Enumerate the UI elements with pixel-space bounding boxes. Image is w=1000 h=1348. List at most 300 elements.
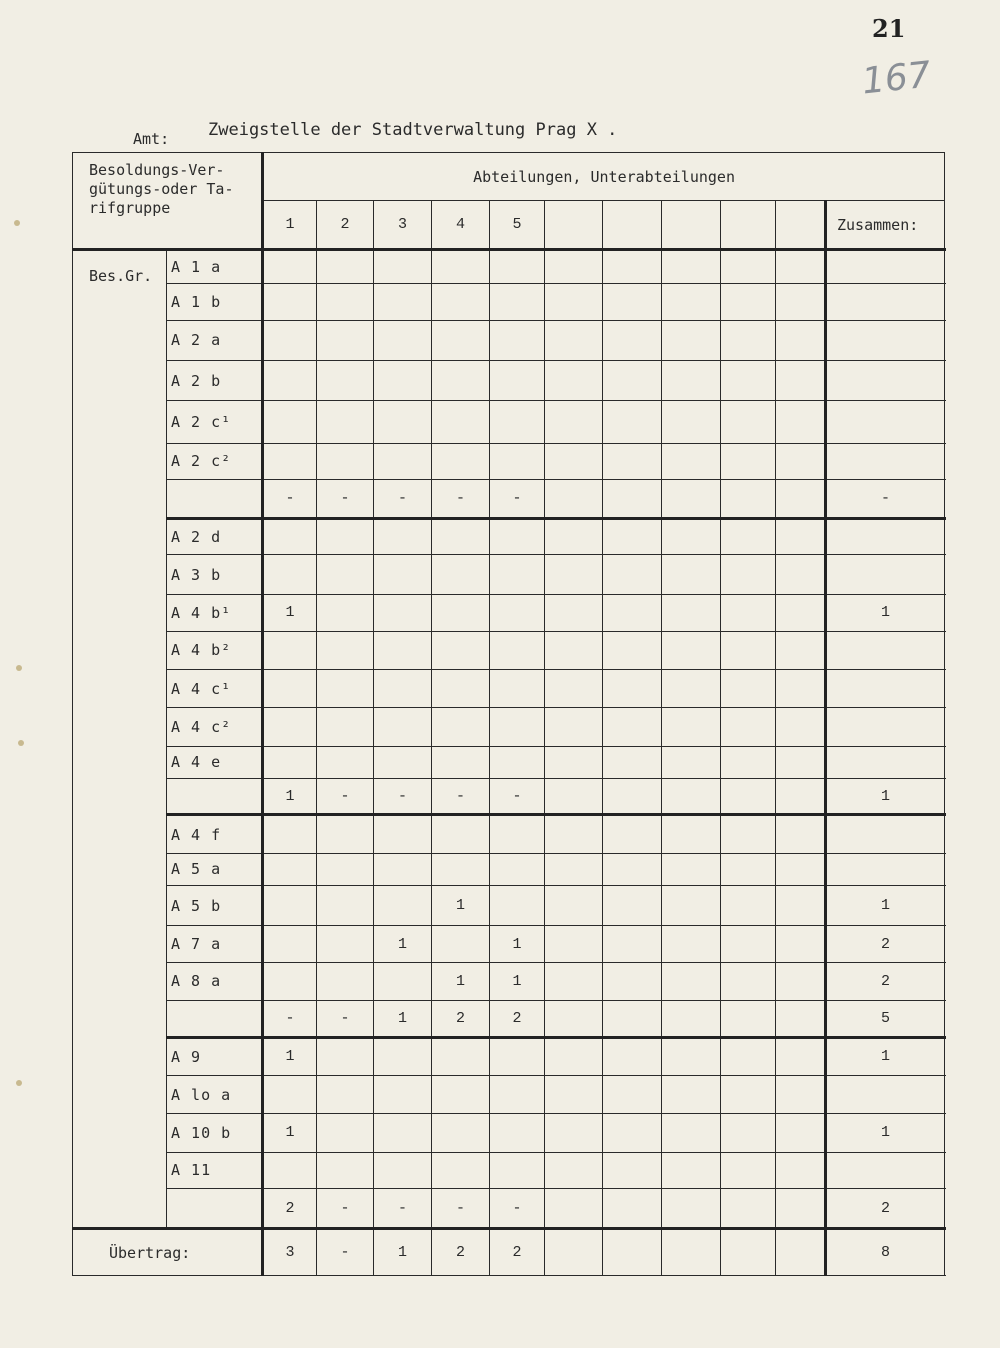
- value-cell: [721, 1114, 776, 1152]
- value-cell: [317, 962, 374, 1000]
- value-cell: [662, 1001, 721, 1037]
- row-total: 1: [826, 886, 945, 926]
- value-cell: [776, 595, 826, 631]
- value-cell: [545, 518, 603, 554]
- value-cell: [662, 443, 721, 479]
- value-cell: [776, 746, 826, 778]
- department-number: [776, 201, 826, 249]
- value-cell: -: [317, 1001, 374, 1037]
- value-cell: [263, 249, 317, 283]
- value-cell: [721, 631, 776, 669]
- value-cell: [432, 361, 490, 401]
- uebertrag-value: [603, 1229, 662, 1276]
- value-cell: [721, 815, 776, 853]
- value-cell: [490, 631, 545, 669]
- value-cell: [374, 595, 432, 631]
- value-cell: [432, 320, 490, 360]
- value-cell: 2: [263, 1188, 317, 1228]
- value-cell: 1: [263, 779, 317, 815]
- value-cell: [490, 361, 545, 401]
- value-cell: [545, 595, 603, 631]
- value-cell: [317, 669, 374, 707]
- row-total: [826, 815, 945, 853]
- value-cell: [490, 853, 545, 885]
- value-cell: [490, 1037, 545, 1075]
- group-label: A 2 b: [167, 361, 263, 401]
- value-cell: [603, 1037, 662, 1075]
- uebertrag-label: Übertrag:: [73, 1229, 263, 1276]
- value-cell: [662, 284, 721, 320]
- value-cell: [776, 518, 826, 554]
- value-cell: [490, 443, 545, 479]
- value-cell: [432, 708, 490, 746]
- value-cell: [374, 320, 432, 360]
- value-cell: [432, 1114, 490, 1152]
- value-cell: [263, 853, 317, 885]
- value-cell: [662, 815, 721, 853]
- value-cell: [317, 886, 374, 926]
- value-cell: [545, 249, 603, 283]
- value-cell: [374, 284, 432, 320]
- value-cell: -: [263, 1001, 317, 1037]
- group-label: A 1 a: [167, 249, 263, 283]
- value-cell: [776, 1114, 826, 1152]
- value-cell: [490, 746, 545, 778]
- value-cell: [490, 708, 545, 746]
- value-cell: [776, 815, 826, 853]
- value-cell: [721, 708, 776, 746]
- value-cell: [317, 554, 374, 594]
- value-cell: [545, 746, 603, 778]
- amt-label: Amt:: [133, 130, 170, 148]
- value-cell: [374, 1037, 432, 1075]
- value-cell: [374, 962, 432, 1000]
- value-cell: [603, 595, 662, 631]
- value-cell: [545, 1001, 603, 1037]
- department-number: [721, 201, 776, 249]
- uebertrag-value: [662, 1229, 721, 1276]
- value-cell: [432, 1037, 490, 1075]
- row-total: [826, 361, 945, 401]
- row-total: [826, 708, 945, 746]
- group-label: A 8 a: [167, 962, 263, 1000]
- value-cell: [374, 1152, 432, 1188]
- value-cell: [263, 746, 317, 778]
- subtotal-total: 1: [826, 779, 945, 815]
- value-cell: [317, 708, 374, 746]
- department-number: 1: [263, 201, 317, 249]
- value-cell: [721, 926, 776, 962]
- value-cell: [721, 746, 776, 778]
- value-cell: [545, 815, 603, 853]
- group-label: A 9: [167, 1037, 263, 1075]
- value-cell: [317, 443, 374, 479]
- value-cell: [374, 669, 432, 707]
- value-cell: [545, 1075, 603, 1113]
- value-cell: [603, 962, 662, 1000]
- value-cell: [490, 401, 545, 443]
- value-cell: [545, 708, 603, 746]
- value-cell: [662, 361, 721, 401]
- value-cell: [490, 1075, 545, 1113]
- value-cell: 2: [432, 1001, 490, 1037]
- value-cell: [721, 962, 776, 1000]
- value-cell: [603, 631, 662, 669]
- value-cell: [776, 1037, 826, 1075]
- value-cell: [263, 631, 317, 669]
- value-cell: [662, 595, 721, 631]
- value-cell: 1: [374, 1001, 432, 1037]
- amt-value: Zweigstelle der Stadtverwaltung Prag X .: [208, 120, 618, 140]
- value-cell: [490, 595, 545, 631]
- value-cell: [490, 815, 545, 853]
- value-cell: [374, 815, 432, 853]
- value-cell: 1: [374, 926, 432, 962]
- value-cell: [432, 249, 490, 283]
- value-cell: [545, 926, 603, 962]
- value-cell: [776, 708, 826, 746]
- value-cell: [545, 779, 603, 815]
- value-cell: [545, 886, 603, 926]
- row-total: [826, 853, 945, 885]
- department-number: 3: [374, 201, 432, 249]
- value-cell: [263, 518, 317, 554]
- value-cell: [317, 1075, 374, 1113]
- value-cell: [662, 1075, 721, 1113]
- value-cell: [603, 779, 662, 815]
- value-cell: [603, 443, 662, 479]
- group-label: A 4 e: [167, 746, 263, 778]
- value-cell: [374, 518, 432, 554]
- value-cell: [603, 320, 662, 360]
- group-label: A lo a: [167, 1075, 263, 1113]
- value-cell: [490, 1114, 545, 1152]
- value-cell: [432, 631, 490, 669]
- uebertrag-value: -: [317, 1229, 374, 1276]
- value-cell: [545, 669, 603, 707]
- row-total: [826, 320, 945, 360]
- value-cell: [432, 554, 490, 594]
- value-cell: [603, 401, 662, 443]
- value-cell: [545, 361, 603, 401]
- uebertrag-value: 2: [490, 1229, 545, 1276]
- value-cell: [263, 926, 317, 962]
- value-cell: [776, 1152, 826, 1188]
- value-cell: [721, 480, 776, 518]
- value-cell: [545, 401, 603, 443]
- subtotal-total: 5: [826, 1001, 945, 1037]
- value-cell: [317, 518, 374, 554]
- value-cell: [721, 518, 776, 554]
- value-cell: [721, 361, 776, 401]
- value-cell: [721, 1037, 776, 1075]
- value-cell: [263, 962, 317, 1000]
- value-cell: [603, 1188, 662, 1228]
- value-cell: [721, 1001, 776, 1037]
- value-cell: [374, 853, 432, 885]
- value-cell: [317, 320, 374, 360]
- value-cell: -: [374, 1188, 432, 1228]
- value-cell: [776, 480, 826, 518]
- value-cell: [662, 1037, 721, 1075]
- value-cell: [317, 815, 374, 853]
- group-label: A 10 b: [167, 1114, 263, 1152]
- value-cell: [776, 1188, 826, 1228]
- value-cell: 1: [432, 886, 490, 926]
- value-cell: [374, 1114, 432, 1152]
- value-cell: [721, 401, 776, 443]
- value-cell: [545, 1188, 603, 1228]
- value-cell: [721, 249, 776, 283]
- department-number: [662, 201, 721, 249]
- value-cell: [432, 853, 490, 885]
- value-cell: [432, 518, 490, 554]
- value-cell: [662, 480, 721, 518]
- value-cell: [603, 1152, 662, 1188]
- row-total: 1: [826, 595, 945, 631]
- value-cell: [374, 443, 432, 479]
- value-cell: [545, 320, 603, 360]
- value-cell: [603, 926, 662, 962]
- value-cell: [662, 518, 721, 554]
- value-cell: [662, 962, 721, 1000]
- value-cell: [545, 480, 603, 518]
- value-cell: [721, 1152, 776, 1188]
- value-cell: [545, 284, 603, 320]
- row-total: [826, 443, 945, 479]
- value-cell: [721, 779, 776, 815]
- group-label: A 4 b¹: [167, 595, 263, 631]
- value-cell: [317, 746, 374, 778]
- total-header: Zusammen:: [826, 201, 945, 249]
- value-cell: [603, 518, 662, 554]
- value-cell: [662, 631, 721, 669]
- group-header: Besoldungs-Ver- gütungs-oder Ta- rifgruppe: [73, 153, 263, 250]
- value-cell: [545, 962, 603, 1000]
- value-cell: [662, 779, 721, 815]
- value-cell: [603, 1114, 662, 1152]
- value-cell: [721, 595, 776, 631]
- value-cell: [662, 249, 721, 283]
- value-cell: [603, 1001, 662, 1037]
- group-label: A 2 c²: [167, 443, 263, 479]
- value-cell: [662, 401, 721, 443]
- row-total: 2: [826, 926, 945, 962]
- value-cell: [662, 853, 721, 885]
- staff-table: [72, 152, 945, 1276]
- subtotal-total: -: [826, 480, 945, 518]
- group-label: A 3 b: [167, 554, 263, 594]
- row-total: [826, 249, 945, 283]
- value-cell: [490, 1152, 545, 1188]
- value-cell: [432, 1152, 490, 1188]
- value-cell: [317, 631, 374, 669]
- value-cell: [721, 320, 776, 360]
- value-cell: [776, 249, 826, 283]
- value-cell: [776, 320, 826, 360]
- value-cell: 1: [263, 1037, 317, 1075]
- value-cell: [374, 886, 432, 926]
- group-label: A 2 c¹: [167, 401, 263, 443]
- value-cell: [603, 1075, 662, 1113]
- group-label: A 2 a: [167, 320, 263, 360]
- value-cell: [490, 669, 545, 707]
- value-cell: [776, 1075, 826, 1113]
- value-cell: [776, 361, 826, 401]
- value-cell: [545, 554, 603, 594]
- value-cell: [662, 1152, 721, 1188]
- value-cell: -: [374, 779, 432, 815]
- value-cell: [374, 746, 432, 778]
- value-cell: [490, 518, 545, 554]
- value-cell: [721, 1075, 776, 1113]
- value-cell: [545, 853, 603, 885]
- value-cell: [662, 554, 721, 594]
- page-number: 21: [872, 14, 906, 43]
- department-number: 5: [490, 201, 545, 249]
- value-cell: [545, 631, 603, 669]
- value-cell: [662, 669, 721, 707]
- value-cell: [263, 284, 317, 320]
- uebertrag-value: [721, 1229, 776, 1276]
- value-cell: [721, 669, 776, 707]
- value-cell: -: [432, 1188, 490, 1228]
- subtotal-label: [167, 1188, 263, 1228]
- uebertrag-value: 3: [263, 1229, 317, 1276]
- group-label: A 4 b²: [167, 631, 263, 669]
- value-cell: [721, 853, 776, 885]
- value-cell: [662, 320, 721, 360]
- value-cell: -: [432, 779, 490, 815]
- value-cell: [263, 815, 317, 853]
- group-label: A 2 d: [167, 518, 263, 554]
- value-cell: [374, 554, 432, 594]
- row-total: 1: [826, 1114, 945, 1152]
- departments-header: Abteilungen, Unterabteilungen: [263, 153, 945, 201]
- value-cell: [317, 1114, 374, 1152]
- value-cell: -: [317, 779, 374, 815]
- value-cell: [662, 1114, 721, 1152]
- subtotal-total: 2: [826, 1188, 945, 1228]
- value-cell: [603, 361, 662, 401]
- value-cell: [263, 320, 317, 360]
- value-cell: 1: [490, 926, 545, 962]
- value-cell: [263, 554, 317, 594]
- value-cell: -: [374, 480, 432, 518]
- value-cell: 1: [490, 962, 545, 1000]
- value-cell: -: [490, 480, 545, 518]
- value-cell: [603, 746, 662, 778]
- value-cell: [263, 1075, 317, 1113]
- archive-number: 167: [860, 54, 933, 103]
- row-total: 2: [826, 962, 945, 1000]
- value-cell: [317, 926, 374, 962]
- value-cell: [263, 361, 317, 401]
- value-cell: [603, 708, 662, 746]
- value-cell: [721, 1188, 776, 1228]
- value-cell: -: [490, 779, 545, 815]
- value-cell: [374, 361, 432, 401]
- value-cell: [263, 669, 317, 707]
- value-cell: [374, 401, 432, 443]
- value-cell: [263, 886, 317, 926]
- subtotal-label: [167, 1001, 263, 1037]
- uebertrag-value: 2: [432, 1229, 490, 1276]
- value-cell: [721, 443, 776, 479]
- value-cell: -: [317, 480, 374, 518]
- value-cell: 2: [490, 1001, 545, 1037]
- value-cell: [776, 401, 826, 443]
- value-cell: [490, 249, 545, 283]
- value-cell: -: [263, 480, 317, 518]
- value-cell: [662, 926, 721, 962]
- value-cell: [603, 554, 662, 594]
- value-cell: 1: [263, 595, 317, 631]
- row-total: [826, 401, 945, 443]
- group-label: A 4 c²: [167, 708, 263, 746]
- value-cell: [603, 853, 662, 885]
- value-cell: [490, 320, 545, 360]
- value-cell: [263, 708, 317, 746]
- value-cell: [432, 926, 490, 962]
- besgr-label: Bes.Gr.: [73, 249, 167, 1228]
- value-cell: [317, 284, 374, 320]
- value-cell: [374, 249, 432, 283]
- row-total: [826, 284, 945, 320]
- value-cell: -: [432, 480, 490, 518]
- value-cell: -: [490, 1188, 545, 1228]
- value-cell: [374, 1075, 432, 1113]
- value-cell: [662, 708, 721, 746]
- value-cell: [776, 284, 826, 320]
- value-cell: [776, 669, 826, 707]
- value-cell: [432, 595, 490, 631]
- value-cell: [603, 886, 662, 926]
- uebertrag-value: 1: [374, 1229, 432, 1276]
- uebertrag-value: [776, 1229, 826, 1276]
- subtotal-label: [167, 779, 263, 815]
- group-label: A 4 f: [167, 815, 263, 853]
- value-cell: [776, 779, 826, 815]
- row-total: [826, 1152, 945, 1188]
- value-cell: [662, 886, 721, 926]
- group-label: A 11: [167, 1152, 263, 1188]
- value-cell: [432, 669, 490, 707]
- group-label: A 5 a: [167, 853, 263, 885]
- value-cell: [776, 962, 826, 1000]
- value-cell: [603, 669, 662, 707]
- department-number: 2: [317, 201, 374, 249]
- value-cell: [721, 554, 776, 594]
- uebertrag-total: 8: [826, 1229, 945, 1276]
- group-label: A 1 b: [167, 284, 263, 320]
- value-cell: [263, 401, 317, 443]
- value-cell: [603, 284, 662, 320]
- value-cell: [317, 401, 374, 443]
- value-cell: [776, 554, 826, 594]
- value-cell: [776, 853, 826, 885]
- value-cell: 1: [263, 1114, 317, 1152]
- value-cell: [545, 443, 603, 479]
- group-label: A 4 c¹: [167, 669, 263, 707]
- row-total: 1: [826, 1037, 945, 1075]
- value-cell: [545, 1037, 603, 1075]
- value-cell: -: [317, 1188, 374, 1228]
- value-cell: [721, 284, 776, 320]
- row-total: [826, 518, 945, 554]
- value-cell: [545, 1114, 603, 1152]
- value-cell: [317, 249, 374, 283]
